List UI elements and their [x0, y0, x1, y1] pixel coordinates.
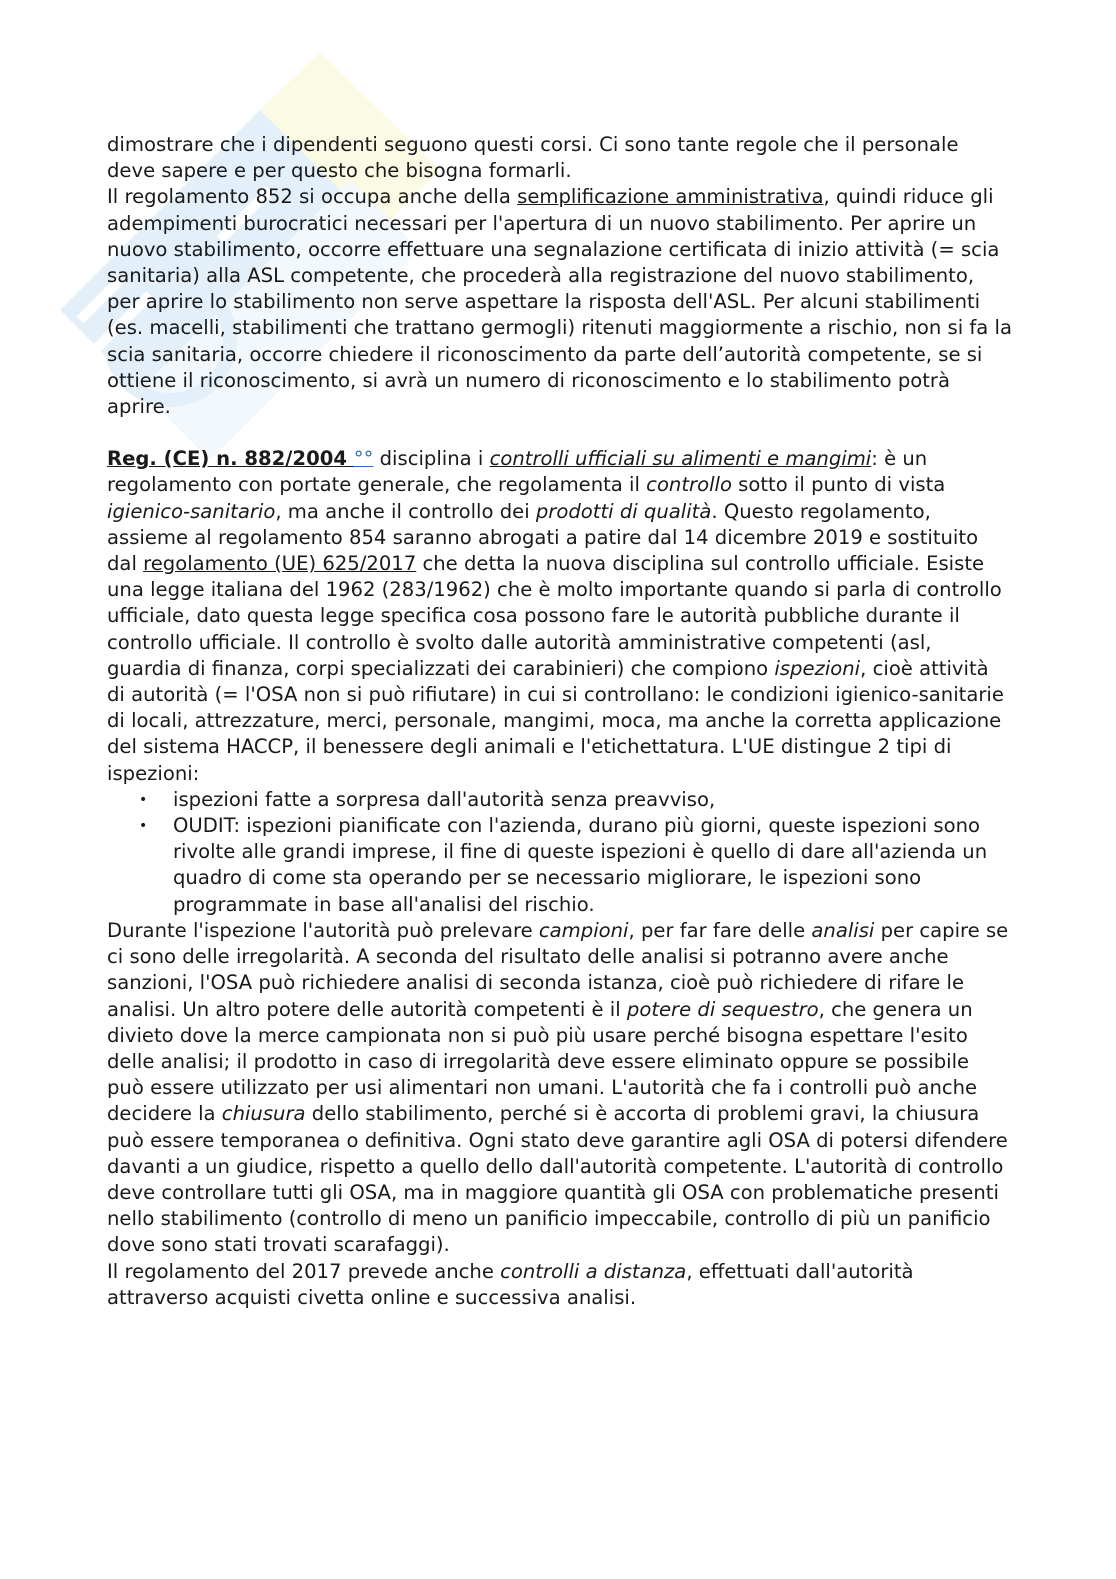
reg-footnote-link[interactable]: °°: [353, 447, 374, 471]
text-segment: disciplina i: [373, 447, 490, 471]
text-segment: , quindi riduce gli adempimenti burocratici necessari per l'apertura di un nuovo stabilimento. Per aprire un nuovo stabilimento, occorre effettuare una segnalazione certificata di inizio attività (= scia sanitaria) alla ASL competente, che procederà alla registrazione del nuovo stabilimento, per aprire lo stabilimento non serve aspettare la risposta dell'ASL. Per alcuni stabilimenti (es. macelli, stabilimenti che trattano germogli) ritenuti maggiormente a rischio, non si fa la scia sanitaria, occorre chiedere il riconoscimento da parte dell’autorità competente, se si ottiene il riconoscimento, si avrà un numero di riconoscimento e lo stabilimento potrà aprire.: [107, 185, 1012, 419]
text-segment: , che genera un divieto dove la merce campionata non si può più usare perché bisogna espettare l'esito delle analisi; il prodotto in caso di irregolarità deve essere eliminato oppure se possibile può essere utilizzato per usi alimentari non umani. L'autorità che fa i controlli può anche decidere la: [107, 997, 978, 1126]
term-prodotti-di-qualita: prodotti di qualità: [535, 499, 712, 523]
semplificazione-link[interactable]: semplificazione amministrativa: [517, 185, 824, 209]
paragraph-intro: dimostrare che i dipendenti seguono questi corsi. Ci sono tante regole che il personale deve sapere e per questo che bisogna formarli.: [107, 133, 959, 183]
term-controlli-a-distanza: controlli a distanza: [500, 1259, 687, 1283]
term-chiusura: chiusura: [221, 1102, 306, 1126]
term-igienico-sanitario: igienico-sanitario: [107, 499, 276, 523]
text-segment: che detta la nuova disciplina sul controllo ufficiale. Esiste una legge italiana del 1962 (283/1962) che è molto importante quando si parla di controllo ufficiale, dato questa legge specifica cosa possono fare le autorità pubbliche durante il controllo ufficiale. Il controllo è svolto dalle autorità amministrative competenti (asl, guardia di finanza, corpi specializzati dei carabinieri) che compiono: [107, 552, 1002, 680]
paragraph-spacer: [107, 420, 1012, 446]
text-segment: dello stabilimento, perché si è accorta di problemi gravi, la chiusura può essere temporanea o definitiva. Ogni stato deve garantire agli OSA di potersi difendere davanti a un giudice, rispetto a quello dello dall'autorità competente. L'autorità di controllo deve controllare tutti gli OSA, ma in maggiore quantità gli OSA con problematiche presenti nello stabilimento (controllo di meno un panificio impeccabile, controllo di più un panificio dove sono stati trovati scarafaggi).: [107, 1102, 1008, 1257]
term-potere-di-sequestro: potere di sequestro: [626, 997, 819, 1021]
text-segment: Il regolamento 852 si occupa anche della: [107, 185, 518, 209]
text-segment: Durante l'ispezione l'autorità può prelevare: [107, 918, 539, 942]
paragraph-semplificazione: [107, 184, 1012, 420]
term-ispezioni: ispezioni: [774, 656, 861, 680]
text-segment: . Questo regolamento, assieme al regolamento 854 saranno abrogati a patire dal 14 dicembre 2019 e sostituito dal: [107, 499, 979, 576]
reg-882-title-link[interactable]: Reg. (CE) n. 882/2004: [107, 447, 354, 471]
term-analisi: analisi: [811, 918, 875, 942]
paragraph-reg-882: [107, 446, 1012, 787]
list-item: • ispezioni fatte a sorpresa dall'autorità senza preavviso,: [173, 787, 1012, 813]
term-campioni: campioni: [538, 918, 629, 942]
text-segment: , effettuati dall'autorità attraverso acquisti civetta online e successiva analisi.: [107, 1259, 914, 1309]
text-segment: : è un regolamento con portate generale, che regolamenta il: [107, 447, 928, 497]
text-segment: , cioè attività di autorità (= l'OSA non si può rifiutare) in cui si controllano: le condizioni igienico-sanitarie di locali, attrezzature, merci, personale, mangimi, moca, ma anche la corretta applicazione del sistema HACCP, il benessere degli animali e l'etichettatura. L'UE distingue 2 tipi di ispezioni:: [107, 656, 1004, 785]
list-item: • OUDIT: ispezioni pianificate con l'azienda, durano più giorni, queste ispezioni sono rivolte alle grandi imprese, il fine di queste ispezioni è quello di dare all'azienda un quadro di come sta operando per se necessario migliorare, le ispezioni sono programmate in base all'analisi del rischio.: [173, 813, 1012, 918]
reg-625-link[interactable]: regolamento (UE) 625/2017: [143, 552, 417, 576]
ispezioni-list: [107, 787, 1012, 918]
paragraph-campioni: [107, 918, 1012, 1259]
text-segment: sotto il punto di vista: [731, 473, 946, 497]
text-segment: , ma anche il controllo dei: [275, 499, 536, 523]
text-segment: per capire se ci sono delle irregolarità. A seconda del risultato delle analisi si potranno avere anche sanzioni, l'OSA può richiedere analisi di seconda istanza, cioè può richiedere di rifare le analisi. Un altro potere delle autorità competenti è il: [107, 918, 1009, 1021]
text-segment: Il regolamento del 2017 prevede anche: [107, 1259, 501, 1283]
document-body: [107, 132, 1012, 1311]
term-controllo: controllo: [646, 473, 732, 497]
paragraph-controlli-a-distanza: [107, 1259, 1012, 1311]
text-segment: , per far fare delle: [628, 918, 812, 942]
reg-subject-link[interactable]: controlli ufficiali su alimenti e mangimi: [489, 447, 872, 471]
